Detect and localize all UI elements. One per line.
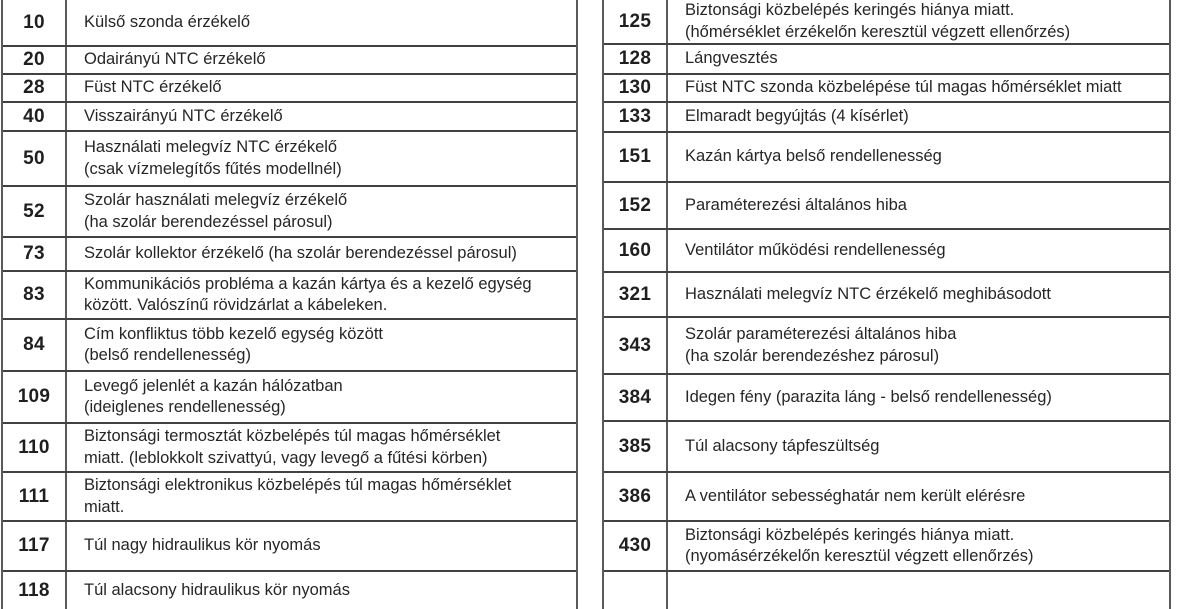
error-description-cell <box>67 372 576 422</box>
error-description-cell <box>668 45 1169 73</box>
error-code: 20 <box>23 49 45 70</box>
error-description-line: (nyomásérzékelőn keresztül végzett ellenőrzés) <box>685 547 1034 565</box>
error-code: 128 <box>618 48 652 69</box>
table-row <box>604 522 1169 572</box>
error-description-cell <box>668 183 1169 228</box>
error-description-line: Idegen fény (parazita láng - belső rendellenesség) <box>685 387 1052 406</box>
error-description-line: Levegő jelenlét a kazán hálózatban <box>84 376 343 395</box>
error-description-line: A ventilátor sebességhatár nem került elérésre <box>685 486 1026 505</box>
error-code: 111 <box>18 485 50 507</box>
error-description-line: Elmaradt begyújtás (4 kísérlet) <box>685 107 909 126</box>
error-description-line: Biztonsági elektronikus közbelépés túl magas hőmérséklet <box>84 476 512 494</box>
error-description-line: Használati melegvíz NTC érzékelő <box>84 138 338 156</box>
error-code: 321 <box>618 283 652 305</box>
error-code-cell <box>3 187 67 236</box>
error-description-line: Lángvesztés <box>685 49 778 68</box>
error-code-cell <box>604 103 668 131</box>
error-code: 40 <box>23 105 45 127</box>
error-description-line: miatt. (leblokkolt szivattyú, vagy levegő a fűtési körben) <box>84 448 488 467</box>
error-description-cell <box>67 320 576 370</box>
error-description-line: Paraméterezési általános hiba <box>685 195 907 214</box>
error-description-cell <box>67 132 576 185</box>
table-row <box>3 47 576 75</box>
error-description-cell <box>668 473 1169 520</box>
error-code-cell <box>3 320 67 370</box>
error-code: 28 <box>23 77 45 98</box>
error-code: 73 <box>23 243 45 264</box>
error-code: 385 <box>618 435 652 457</box>
error-description-cell <box>668 230 1169 271</box>
error-code: 109 <box>17 386 51 407</box>
table-row <box>604 230 1169 273</box>
error-code-cell <box>604 230 668 271</box>
error-description-line: Ventilátor működési rendellenesség <box>685 240 946 259</box>
error-code: 343 <box>618 334 652 356</box>
error-description-line: Kazán kártya belső rendellenesség <box>685 147 942 166</box>
error-description-cell <box>67 473 576 520</box>
error-code: 50 <box>23 147 45 169</box>
error-description-cell <box>67 238 576 270</box>
table-row <box>3 522 576 572</box>
error-description-line: Visszairányú NTC érzékelő <box>84 106 283 125</box>
error-description-line: Külső szonda érzékelő <box>84 12 251 31</box>
error-description-line: Szolár paraméterezési általános hiba <box>685 325 957 343</box>
table-row <box>3 75 576 103</box>
error-code: 386 <box>618 485 652 507</box>
table-row <box>3 272 576 320</box>
error-code-cell <box>3 572 67 609</box>
table-row <box>3 320 576 372</box>
table-row <box>604 103 1169 133</box>
error-description-cell <box>67 0 576 45</box>
error-code-cell <box>604 273 668 316</box>
error-description-cell <box>668 75 1169 101</box>
table-row <box>3 473 576 522</box>
table-row <box>3 572 576 609</box>
error-description-line: (ha szolár berendezéshez párosul) <box>685 346 940 365</box>
error-code-cell <box>3 372 67 422</box>
error-code: 130 <box>618 77 652 98</box>
table-row <box>604 422 1169 473</box>
table-row <box>604 273 1169 318</box>
error-code: 430 <box>618 535 652 556</box>
error-description-line: Biztonsági közbelépés keringés hiánya miatt. <box>685 1 1015 19</box>
table-row <box>3 0 576 47</box>
table-row <box>604 572 1169 609</box>
error-code-cell <box>3 0 67 45</box>
error-description-line: Biztonsági közbelépés keringés hiánya miatt. <box>685 525 1015 544</box>
error-code-cell <box>604 422 668 471</box>
error-description-cell <box>668 318 1169 373</box>
error-code: 152 <box>618 194 652 216</box>
table-row <box>604 318 1169 375</box>
error-code: 52 <box>23 200 45 222</box>
error-description-line: Használati melegvíz NTC érzékelő meghibásodott <box>685 284 1051 303</box>
table-row <box>604 133 1169 183</box>
table-row <box>604 183 1169 230</box>
error-code-cell <box>604 133 668 181</box>
error-description-line: (ha szolár berendezéssel párosul) <box>84 212 333 231</box>
error-code: 110 <box>18 436 50 458</box>
error-code-cell <box>3 424 67 471</box>
error-description-line: Biztonsági termosztát közbelépés túl magas hőmérséklet <box>84 427 501 445</box>
error-description-cell <box>668 375 1169 420</box>
error-description-cell <box>668 133 1169 181</box>
error-description-cell <box>67 272 576 318</box>
error-description-cell <box>668 273 1169 316</box>
error-code-cell <box>604 318 668 373</box>
error-code: 84 <box>23 334 45 355</box>
error-code: 10 <box>23 11 45 33</box>
error-description-line: Füst NTC szonda közbelépése túl magas hőmérséklet miatt <box>685 78 1122 97</box>
error-description-cell <box>67 47 576 73</box>
error-description-cell <box>668 0 1169 43</box>
table-row <box>3 187 576 238</box>
table-row <box>604 75 1169 103</box>
error-code-cell <box>604 522 668 570</box>
error-code-cell <box>3 272 67 318</box>
error-table-right <box>602 0 1171 609</box>
error-code-cell <box>604 45 668 73</box>
table-row <box>604 473 1169 522</box>
error-code: 384 <box>618 386 652 408</box>
error-description-line: Túl alacsony hidraulikus kör nyomás <box>84 580 350 599</box>
table-row <box>604 375 1169 422</box>
table-row <box>3 238 576 272</box>
error-code: 118 <box>18 579 50 601</box>
error-description-line: (hőmérséklet érzékelőn keresztül végzett ellenőrzés) <box>685 22 1071 41</box>
error-code-cell <box>604 75 668 101</box>
error-description-cell <box>668 422 1169 471</box>
error-code: 160 <box>618 239 652 261</box>
error-description-cell <box>67 103 576 130</box>
error-description-cell <box>668 572 1169 609</box>
error-description-line: Füst NTC érzékelő <box>84 78 222 97</box>
error-code-cell <box>604 0 668 43</box>
error-description-line: miatt. <box>84 497 125 516</box>
error-code-cell <box>604 473 668 520</box>
error-code: 117 <box>18 535 50 556</box>
error-description-line: Szolár kollektor érzékelő (ha szolár berendezéssel párosul) <box>84 244 517 263</box>
error-description-line: Szolár használati melegvíz érzékelő <box>84 191 348 209</box>
error-description-line: (ideiglenes rendellenesség) <box>84 398 286 416</box>
error-description-cell <box>668 103 1169 131</box>
error-code-cell <box>604 572 668 609</box>
error-code: 151 <box>618 146 652 167</box>
error-description-line: Túl nagy hidraulikus kör nyomás <box>84 536 321 555</box>
error-code-cell <box>3 238 67 270</box>
error-description-cell <box>67 187 576 236</box>
error-description-cell <box>67 522 576 570</box>
error-description-cell <box>67 572 576 609</box>
table-row <box>604 45 1169 75</box>
error-code-cell <box>604 183 668 228</box>
error-description-line: Kommunikációs probléma a kazán kártya és a kezelő egység <box>84 274 532 293</box>
error-description-line: Cím konfliktus több kezelő egység között <box>84 324 383 343</box>
error-code: 125 <box>618 10 652 32</box>
error-description-cell <box>67 424 576 471</box>
table-row <box>3 372 576 424</box>
error-description-line: Odairányú NTC érzékelő <box>84 50 266 69</box>
error-description-line: (csak vízmelegítős fűtés modellnél) <box>84 159 342 178</box>
table-row <box>3 424 576 473</box>
error-description-cell <box>67 75 576 101</box>
error-code-cell <box>3 47 67 73</box>
error-code: 83 <box>23 284 45 305</box>
error-code-cell <box>3 75 67 101</box>
table-row <box>3 132 576 187</box>
error-code: 133 <box>618 106 652 127</box>
error-description-line: (belső rendellenesség) <box>84 346 251 364</box>
error-code-cell <box>3 473 67 520</box>
error-description-line: Túl alacsony tápfeszültség <box>685 436 880 455</box>
error-code-cell <box>604 375 668 420</box>
error-table-left <box>1 0 578 609</box>
error-code-cell <box>3 522 67 570</box>
error-description-cell <box>668 522 1169 570</box>
table-row <box>604 0 1169 45</box>
error-code-cell <box>3 103 67 130</box>
error-description-line: között. Valószínű rövidzárlat a kábeleken. <box>84 296 388 314</box>
table-row <box>3 103 576 132</box>
error-code-cell <box>3 132 67 185</box>
